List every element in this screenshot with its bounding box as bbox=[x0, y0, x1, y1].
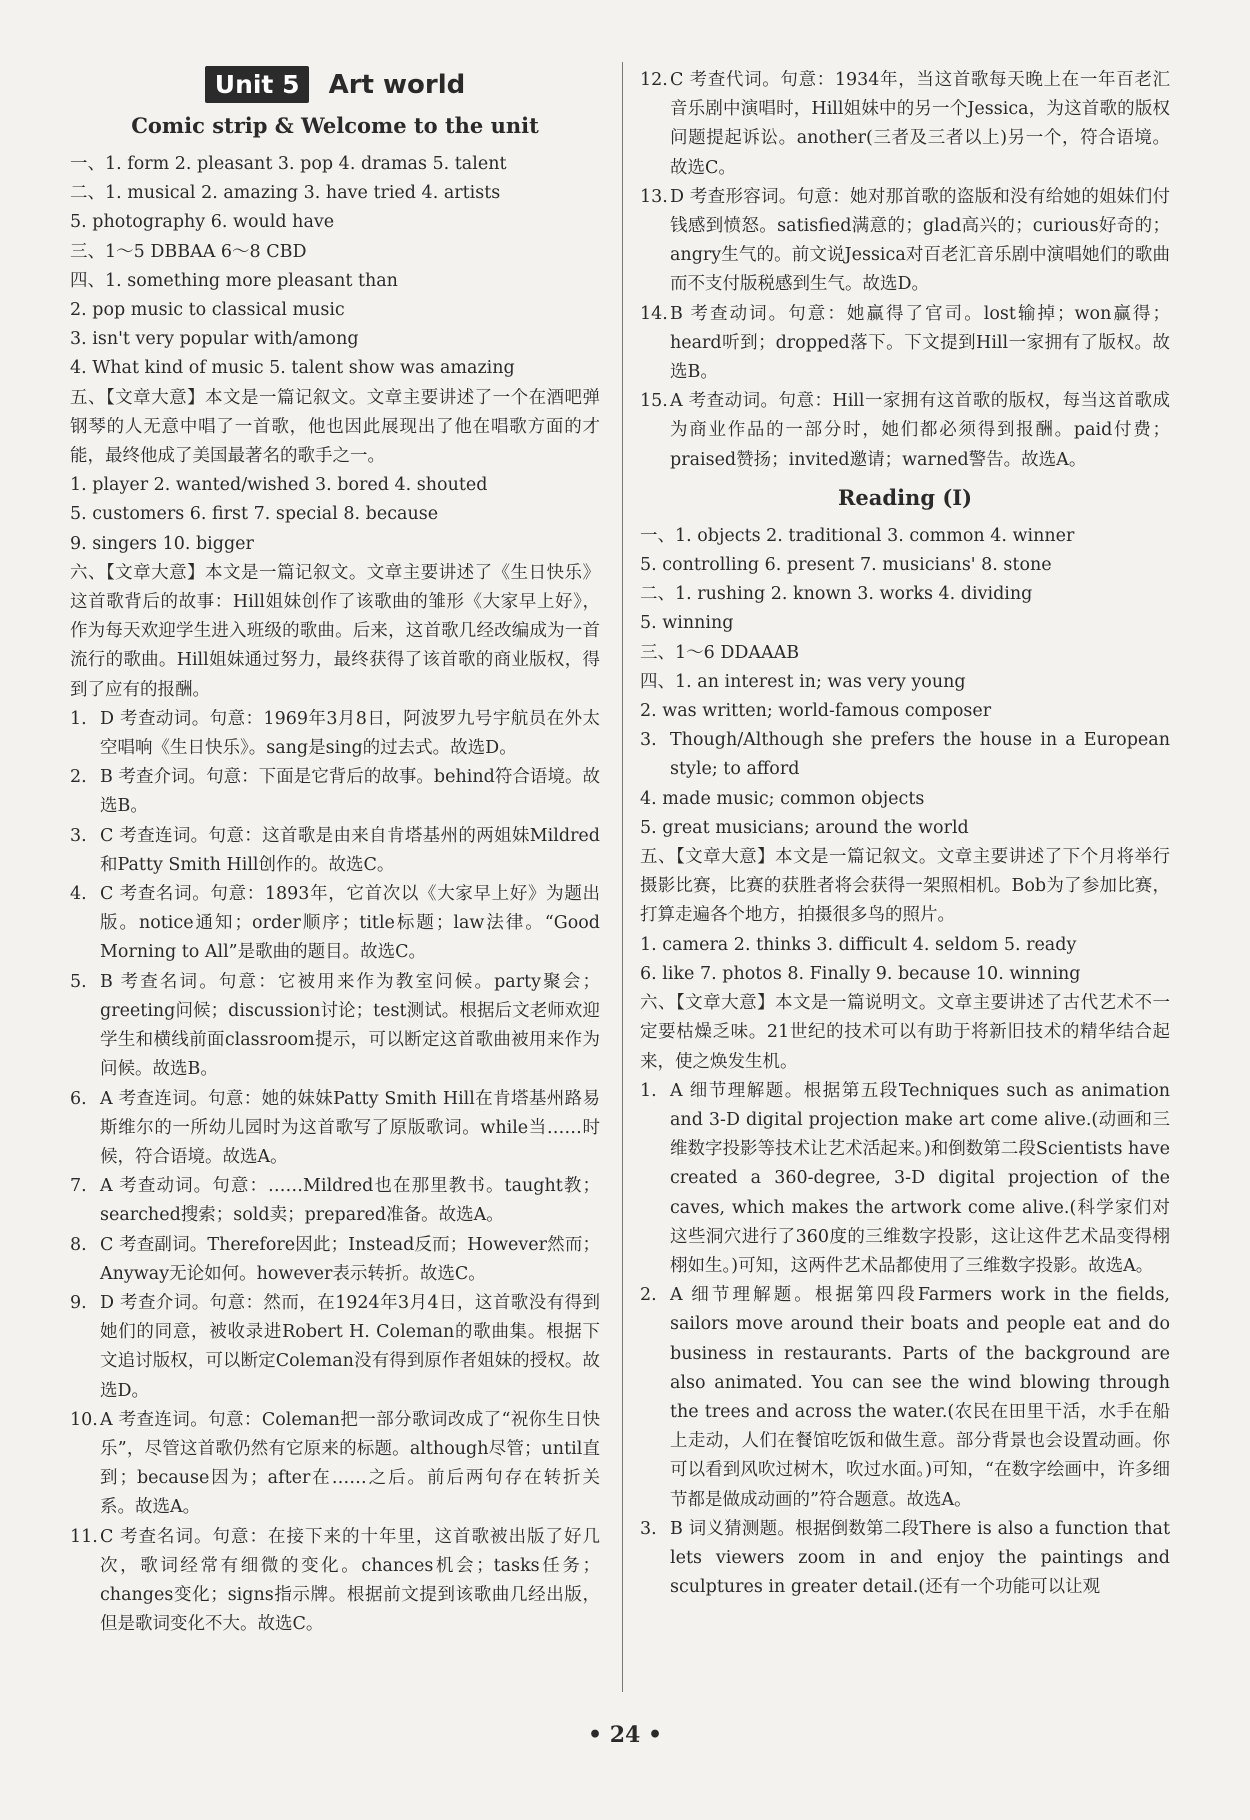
section-heading-reading: Reading (Ⅰ) bbox=[837, 484, 973, 510]
explanation-item bbox=[70, 968, 600, 1085]
answer-line: 6. like 7. photos 8. Finally 9. because 10. winning bbox=[640, 963, 1081, 984]
explanation-item bbox=[640, 1281, 1170, 1515]
answer-line: 三、1～6 DDAAAB bbox=[640, 642, 800, 663]
page-number: • 24 • bbox=[587, 1722, 663, 1748]
answer-line: 5. great musicians; around the world bbox=[640, 817, 969, 838]
explanation-item bbox=[70, 1172, 600, 1230]
item-number: 3. bbox=[70, 825, 87, 846]
item-number: 5. bbox=[70, 971, 87, 992]
item-number: 14. bbox=[640, 303, 668, 324]
answer-line: 5. customers 6. first 7. special 8. because bbox=[70, 504, 439, 525]
left-column bbox=[70, 66, 600, 1639]
summary-paragraph: 五、【文章大意】本文是一篇记叙文。文章主要讲述了下个月将举行摄影比赛，比赛的获胜者将会获得一架照相机。Bob为了参加比赛，打算走遍各个地方，拍摄很多鸟的照片。 bbox=[640, 847, 1170, 926]
item-number: 8. bbox=[70, 1234, 87, 1255]
explanation-item bbox=[70, 1289, 600, 1406]
explanation-item bbox=[70, 1231, 600, 1289]
unit-header bbox=[70, 66, 600, 103]
item-number: 7. bbox=[70, 1176, 87, 1197]
item-number: 3. bbox=[640, 730, 657, 751]
item-text: C 考查连词。句意：这首歌是由来自肯塔基州的两姐妹Mildred和Patty Smith Hill创作的。故选C。 bbox=[100, 825, 600, 875]
answer-line: 四、1. an interest in; was very young bbox=[640, 671, 966, 692]
item-number: 6. bbox=[70, 1088, 87, 1109]
answer-item bbox=[640, 726, 1170, 784]
item-number: 13. bbox=[640, 186, 668, 207]
item-number: 1. bbox=[640, 1080, 657, 1101]
item-text: A 考查连词。句意：Coleman把一部分歌词改成了“祝你生日快乐”，尽管这首歌仍然有它原来的标题。although尽管；until直到；because因为；after在……之后。前后两句存在转折关系。故选A。 bbox=[100, 1409, 600, 1518]
section-heading-comic-strip: Comic strip & Welcome to the unit bbox=[131, 113, 539, 138]
item-number: 12. bbox=[640, 70, 668, 90]
right-column bbox=[640, 66, 1170, 1602]
item-text: A 考查动词。句意：……Mildred也在那里教书。taught教；searched搜索；sold卖；prepared准备。故选A。 bbox=[100, 1176, 600, 1226]
explanation-item bbox=[70, 1523, 600, 1640]
answer-line: 一、1. form 2. pleasant 3. pop 4. dramas 5. talent bbox=[70, 154, 507, 174]
answer-line: 三、1～5 DBBAA 6～8 CBD bbox=[70, 241, 307, 262]
item-number: 2. bbox=[70, 767, 87, 788]
item-text: B 考查名词。句意：它被用来作为教室问候。party聚会；greeting问候；discussion讨论；test测试。根据后文老师欢迎学生和横线前面classroom提示，可以断定这首歌曲被用来作为问候。故选B。 bbox=[100, 971, 600, 1080]
item-text: C 考查副词。Therefore因此；Instead反而；However然而；Anyway无论如何。however表示转折。故选C。 bbox=[100, 1234, 600, 1284]
explanation-item bbox=[70, 705, 600, 763]
unit-badge: Unit 5 bbox=[205, 66, 310, 103]
item-number: 11. bbox=[70, 1526, 98, 1547]
item-text: D 考查介词。句意：然而，在1924年3月4日，这首歌没有得到她们的同意，被收录进Robert H. Coleman的歌曲集。根据下文追讨版权，可以断定Coleman没有得到原作者姐妹的授权。故选D。 bbox=[100, 1292, 600, 1401]
item-text: B 考查介词。句意：下面是它背后的故事。behind符合语境。故选B。 bbox=[100, 767, 600, 817]
answer-line: 四、1. something more pleasant than bbox=[70, 270, 398, 291]
item-text: C 考查代词。句意：1934年，当这首歌每天晚上在一年百老汇音乐剧中演唱时，Hill姐妹中的另一个Jessica，为这首歌的版权问题提起诉讼。another(三者及三者以上)另一个，符合语境。故选C。 bbox=[670, 70, 1170, 178]
item-number: 1. bbox=[70, 708, 87, 729]
explanation-item bbox=[70, 763, 600, 821]
item-text: A 考查连词。句意：她的妹妹Patty Smith Hill在肯塔基州路易斯维尔的一所幼儿园时为这首歌写了原版歌词。while当……时候，符合语境。故选A。 bbox=[100, 1088, 600, 1167]
explanation-item bbox=[640, 1515, 1170, 1603]
explanation-item bbox=[70, 822, 600, 880]
item-number: 15. bbox=[640, 391, 668, 412]
explanation-item bbox=[640, 300, 1170, 388]
item-text: A 考查动词。句意：Hill一家拥有这首歌的版权，每当这首歌成为商业作品的一部分时，她们都必须得到报酬。paid付费；praised赞扬；invited邀请；warned警告。故选A。 bbox=[670, 391, 1170, 470]
explanation-item bbox=[640, 66, 1170, 183]
answer-line: 4. What kind of music 5. talent show was amazing bbox=[70, 358, 515, 379]
item-text: A 细节理解题。根据第五段Techniques such as animation and 3-D digital projection make art come alive.(动画和三维数字投影等技术让艺术活起来。)和倒数第二段Scientists have created a 360-degree, 3-D digital projection of the caves, which makes the artwork come alive.(科学家们对这些洞穴进行了360度的三维数字投影，这让这件艺术品变得栩栩如生。)可知，这两件艺术品都使用了三维数字投影。故选A。 bbox=[670, 1080, 1170, 1276]
explanation-item bbox=[70, 1085, 600, 1173]
answer-line: 3. isn't very popular with/among bbox=[70, 329, 359, 350]
answer-line: 2. pop music to classical music bbox=[70, 300, 345, 321]
item-text: B 考查动词。句意：她赢得了官司。lost输掉；won赢得；heard听到；dropped落下。下文提到Hill一家拥有了版权。故选B。 bbox=[670, 303, 1170, 383]
answer-line: 2. was written; world-famous composer bbox=[640, 701, 992, 722]
answer-line: 1. player 2. wanted/wished 3. bored 4. shouted bbox=[70, 475, 488, 496]
answer-line: 5. photography 6. would have bbox=[70, 212, 335, 233]
item-text: C 考查名词。句意：在接下来的十年里，这首歌被出版了好几次，歌词经常有细微的变化。chances机会；tasks任务；changes变化；signs指示牌。根据前文提到该歌曲几经出版，但是歌词变化不大。故选C。 bbox=[100, 1526, 600, 1635]
answer-line: 1. camera 2. thinks 3. difficult 4. seldom 5. ready bbox=[640, 934, 1077, 955]
column-divider bbox=[622, 62, 623, 1692]
explanation-item bbox=[640, 183, 1170, 300]
answer-line: 一、1. objects 2. traditional 3. common 4. winner bbox=[640, 525, 1075, 546]
item-text: D 考查形容词。句意：她对那首歌的盗版和没有给她的姐妹们付钱感到愤怒。satisfied满意的；glad高兴的；curious好奇的；angry生气的。前文说Jessica对百老汇音乐剧中演唱她们的歌曲而不支付版税感到生气。故选D。 bbox=[670, 186, 1170, 295]
explanation-item bbox=[640, 387, 1170, 475]
answer-line: 二、1. musical 2. amazing 3. have tried 4. artists bbox=[70, 183, 501, 204]
explanation-item bbox=[70, 1406, 600, 1523]
item-number: 3. bbox=[640, 1518, 657, 1539]
summary-paragraph: 六、【文章大意】本文是一篇记叙文。文章主要讲述了《生日快乐》这首歌背后的故事：Hill姐妹创作了该歌曲的雏形《大家早上好》，作为每天欢迎学生进入班级的歌曲。后来，这首歌几经改编成为一首流行的歌曲。Hill姐妹通过努力，最终获得了该首歌的商业版权，得到了应有的报酬。 bbox=[70, 562, 600, 700]
item-number: 2. bbox=[640, 1285, 657, 1306]
item-number: 9. bbox=[70, 1292, 87, 1313]
answer-line: 5. winning bbox=[640, 613, 734, 634]
explanation-item bbox=[640, 1077, 1170, 1281]
item-text: C 考查名词。句意：1893年，它首次以《大家早上好》为题出版。notice通知；order顺序；title标题；law法律。“Good Morning to All”是歌曲的题目。故选C。 bbox=[100, 884, 600, 963]
unit-title: Art world bbox=[328, 69, 466, 100]
summary-paragraph: 六、【文章大意】本文是一篇说明文。文章主要讲述了古代艺术不一定要枯燥乏味。21世纪的技术可以有助于将新旧技术的精华结合起来，使之焕发生机。 bbox=[640, 993, 1170, 1072]
answer-line: 9. singers 10. bigger bbox=[70, 533, 254, 554]
item-text: Though/Although she prefers the house in a European style; to afford bbox=[670, 730, 1170, 780]
explanation-item bbox=[70, 880, 600, 968]
item-number: 4. bbox=[70, 884, 87, 905]
item-text: B 词义猜测题。根据倒数第二段There is also a function that lets viewers zoom in and enjoy the paintings and sculptures in greater detail.(还有一个功能可以让观 bbox=[670, 1518, 1170, 1598]
answer-line: 二、1. rushing 2. known 3. works 4. dividing bbox=[640, 584, 1033, 605]
answer-line: 5. controlling 6. present 7. musicians' 8. stone bbox=[640, 555, 1052, 576]
item-text: D 考查动词。句意：1969年3月8日，阿波罗九号宇航员在外太空唱响《生日快乐》。sang是sing的过去式。故选D。 bbox=[100, 708, 600, 759]
item-text: A 细节理解题。根据第四段Farmers work in the fields, sailors move around their boats and people eat and do business in restaurants. Parts of the background are also animated. You can see the wind blowing through the trees and across the water.(农民在田里干活，水手在船上走动，人们在餐馆吃饭和做生意。部分背景也会设置动画。你可以看到风吹过树木，吹过水面。)可知，“在数字绘画中，许多细节都是做成动画的”符合题意。故选A。 bbox=[670, 1285, 1170, 1510]
item-number: 10. bbox=[70, 1409, 98, 1430]
answer-line: 4. made music; common objects bbox=[640, 788, 925, 809]
summary-paragraph: 五、【文章大意】本文是一篇记叙文。文章主要讲述了一个在酒吧弹钢琴的人无意中唱了一首歌，他也因此展现出了他在唱歌方面的才能，最终他成了美国最著名的歌手之一。 bbox=[70, 387, 600, 467]
